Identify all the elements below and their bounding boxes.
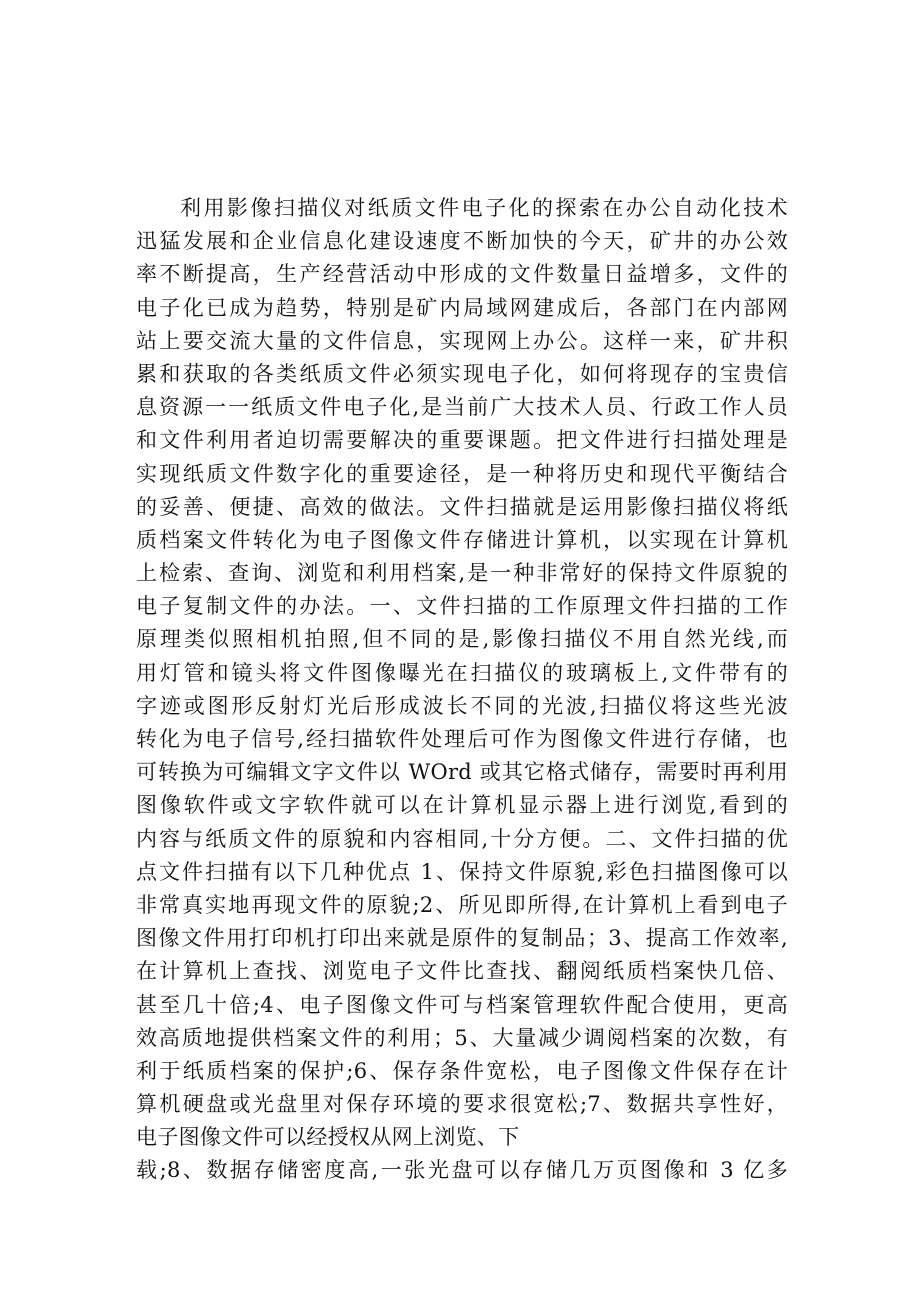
text-line: 实现纸质文件数字化的重要途径，是一种将历史和现代平衡结合 (136, 461, 788, 486)
text-line: 的妥善、便捷、高效的做法。文件扫描就是运用影像扫描仪将纸 (136, 494, 788, 519)
text-line: 质档案文件转化为电子图像文件存储进计算机，以实现在计算机 (136, 527, 788, 552)
text-line: 利于纸质档案的保护;6、保存条件宽松，电子图像文件保存在计 (136, 1058, 788, 1083)
text-line: 图像文件用打印机打印出来就是原件的复制品；3、提高工作效率, (136, 926, 788, 951)
text-line: 用灯管和镜头将文件图像曝光在扫描仪的玻璃板上,文件带有的 (136, 660, 788, 685)
body-paragraph (136, 192, 788, 1188)
text-line: 可转换为可编辑文字文件以 WOrd 或其它格式储存，需要时再利用 (136, 760, 788, 785)
text-line: 内容与纸质文件的原貌和内容相同,十分方便。二、文件扫描的优 (136, 826, 788, 851)
text-line: 站上要交流大量的文件信息，实现网上办公。这样一来，矿井积 (136, 328, 788, 353)
text-line: 上检索、查询、浏览和利用档案,是一种非常好的保持文件原貌的 (136, 561, 788, 586)
text-line: 利用影像扫描仪对纸质文件电子化的探索在办公自动化技术 (180, 196, 788, 220)
text-line: 电子图像文件可以经授权从网上浏览、下 (136, 1125, 520, 1150)
text-line: 息资源一一纸质文件电子化,是当前广大技术人员、行政工作人员 (136, 395, 788, 420)
text-line: 非常真实地再现文件的原貌;2、所见即所得,在计算机上看到电子 (136, 892, 788, 917)
text-line: 算机硬盘或光盘里对保存环境的要求很宽松;7、数据共享性好， (136, 1092, 788, 1117)
text-line: 效高质地提供档案文件的利用；5、大量减少调阅档案的次数，有 (136, 1025, 788, 1050)
text-line: 图像软件或文字软件就可以在计算机显示器上进行浏览,看到的 (136, 793, 788, 818)
text-line: 在计算机上查找、浏览电子文件比查找、翻阅纸质档案快几倍、 (136, 959, 788, 984)
text-line: 载;8、数据存储密度高,一张光盘可以存储几万页图像和 3 亿多 (136, 1158, 788, 1183)
text-line: 累和获取的各类纸质文件必须实现电子化，如何将现存的宝贵信 (136, 361, 788, 386)
text-line: 迅猛发展和企业信息化建设速度不断加快的今天，矿井的办公效 (136, 229, 788, 254)
text-line: 点文件扫描有以下几种优点 1、保持文件原貌,彩色扫描图像可以 (136, 859, 788, 884)
text-line: 原理类似照相机拍照,但不同的是,影像扫描仪不用自然光线,而 (136, 627, 788, 652)
text-line: 转化为电子信号,经扫描软件处理后可作为图像文件进行存储，也 (136, 727, 788, 751)
text-line: 和文件利用者迫切需要解决的重要课题。把文件进行扫描处理是 (136, 428, 788, 453)
text-line: 率不断提高，生产经营活动中形成的文件数量日益增多，文件的 (136, 262, 788, 287)
text-line: 字迹或图形反射灯光后形成波长不同的光波,扫描仪将这些光波 (136, 693, 788, 718)
text-line: 电子复制文件的办法。一、文件扫描的工作原理文件扫描的工作 (136, 594, 788, 619)
text-line: 电子化已成为趋势，特别是矿内局域网建成后，各部门在内部网 (136, 295, 788, 320)
text-line: 甚至几十倍;4、电子图像文件可与档案管理软件配合使用，更高 (136, 992, 788, 1017)
